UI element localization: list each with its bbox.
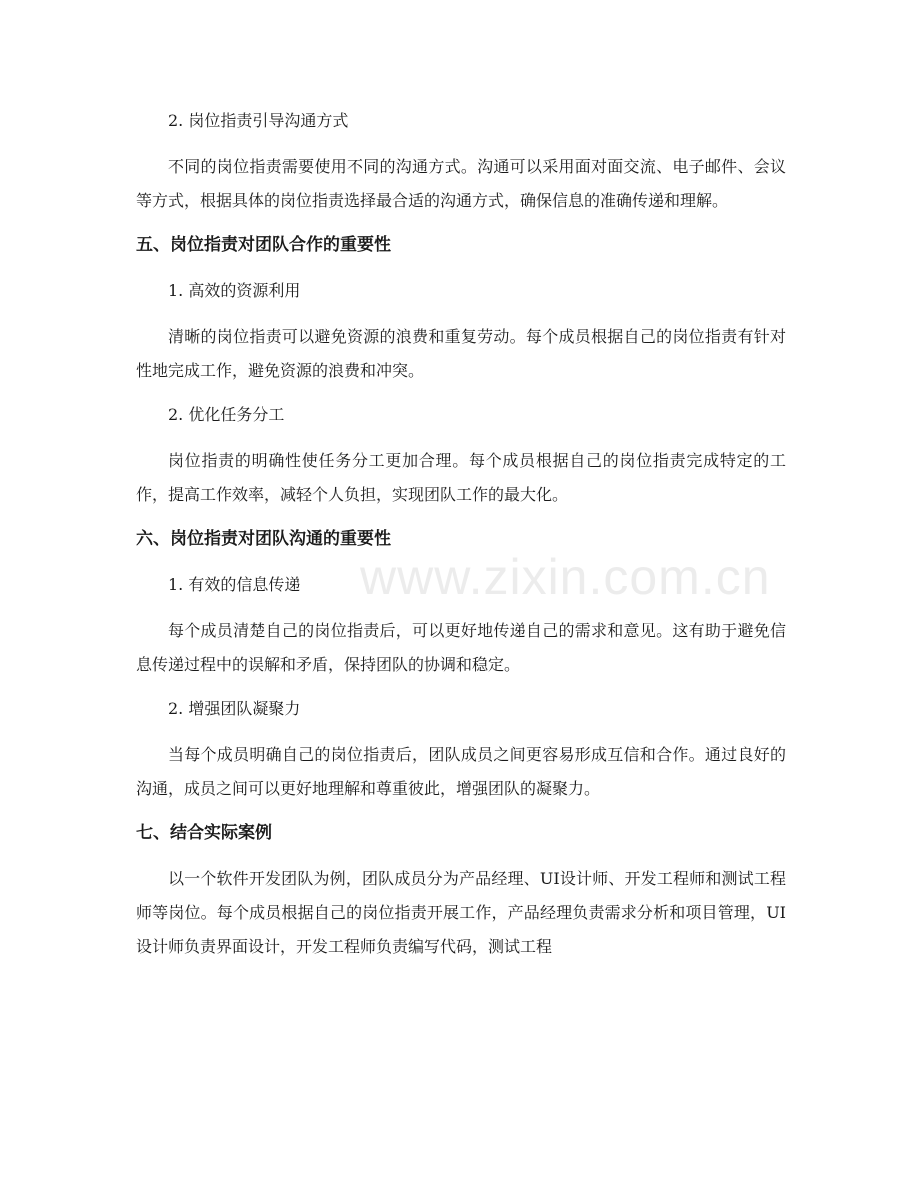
subsection-title: 1. 高效的资源利用 bbox=[168, 281, 301, 300]
subsection-title: 1. 有效的信息传递 bbox=[168, 575, 301, 594]
paragraph: 不同的岗位指责需要使用不同的沟通方式。沟通可以采用面对面交流、电子邮件、会议等方式，根据具体的岗位指责选择最合适的沟通方式，确保信息的准确传递和理解。 bbox=[136, 157, 786, 210]
paragraph: 清晰的岗位指责可以避免资源的浪费和重复劳动。每个成员根据自己的岗位指责有针对性地完成工作，避免资源的浪费和冲突。 bbox=[136, 327, 786, 380]
watermark: www.zixin.com.cn bbox=[360, 549, 771, 605]
paragraph: 以一个软件开发团队为例，团队成员分为产品经理、UI设计师、开发工程师和测试工程师等岗位。每个成员根据自己的岗位指责开展工作，产品经理负责需求分析和项目管理，UI设计师负责界面设计，开发工程师负责编写代码，测试工程 bbox=[136, 869, 786, 956]
section-heading: 六、岗位指责对团队沟通的重要性 bbox=[136, 529, 391, 549]
section-heading: 五、岗位指责对团队合作的重要性 bbox=[136, 235, 391, 255]
subsection-title: 2. 增强团队凝聚力 bbox=[168, 699, 301, 718]
subsection-title: 2. 岗位指责引导沟通方式 bbox=[168, 111, 349, 130]
paragraph: 当每个成员明确自己的岗位指责后，团队成员之间更容易形成互信和合作。通过良好的沟通，成员之间可以更好地理解和尊重彼此，增强团队的凝聚力。 bbox=[136, 745, 786, 798]
paragraph: 每个成员清楚自己的岗位指责后，可以更好地传递自己的需求和意见。这有助于避免信息传递过程中的误解和矛盾，保持团队的协调和稳定。 bbox=[136, 621, 786, 674]
paragraph: 岗位指责的明确性使任务分工更加合理。每个成员根据自己的岗位指责完成特定的工作，提高工作效率，减轻个人负担，实现团队工作的最大化。 bbox=[136, 451, 786, 504]
subsection-title: 2. 优化任务分工 bbox=[168, 405, 285, 424]
section-heading: 七、结合实际案例 bbox=[136, 823, 272, 843]
document-body bbox=[136, 104, 786, 974]
